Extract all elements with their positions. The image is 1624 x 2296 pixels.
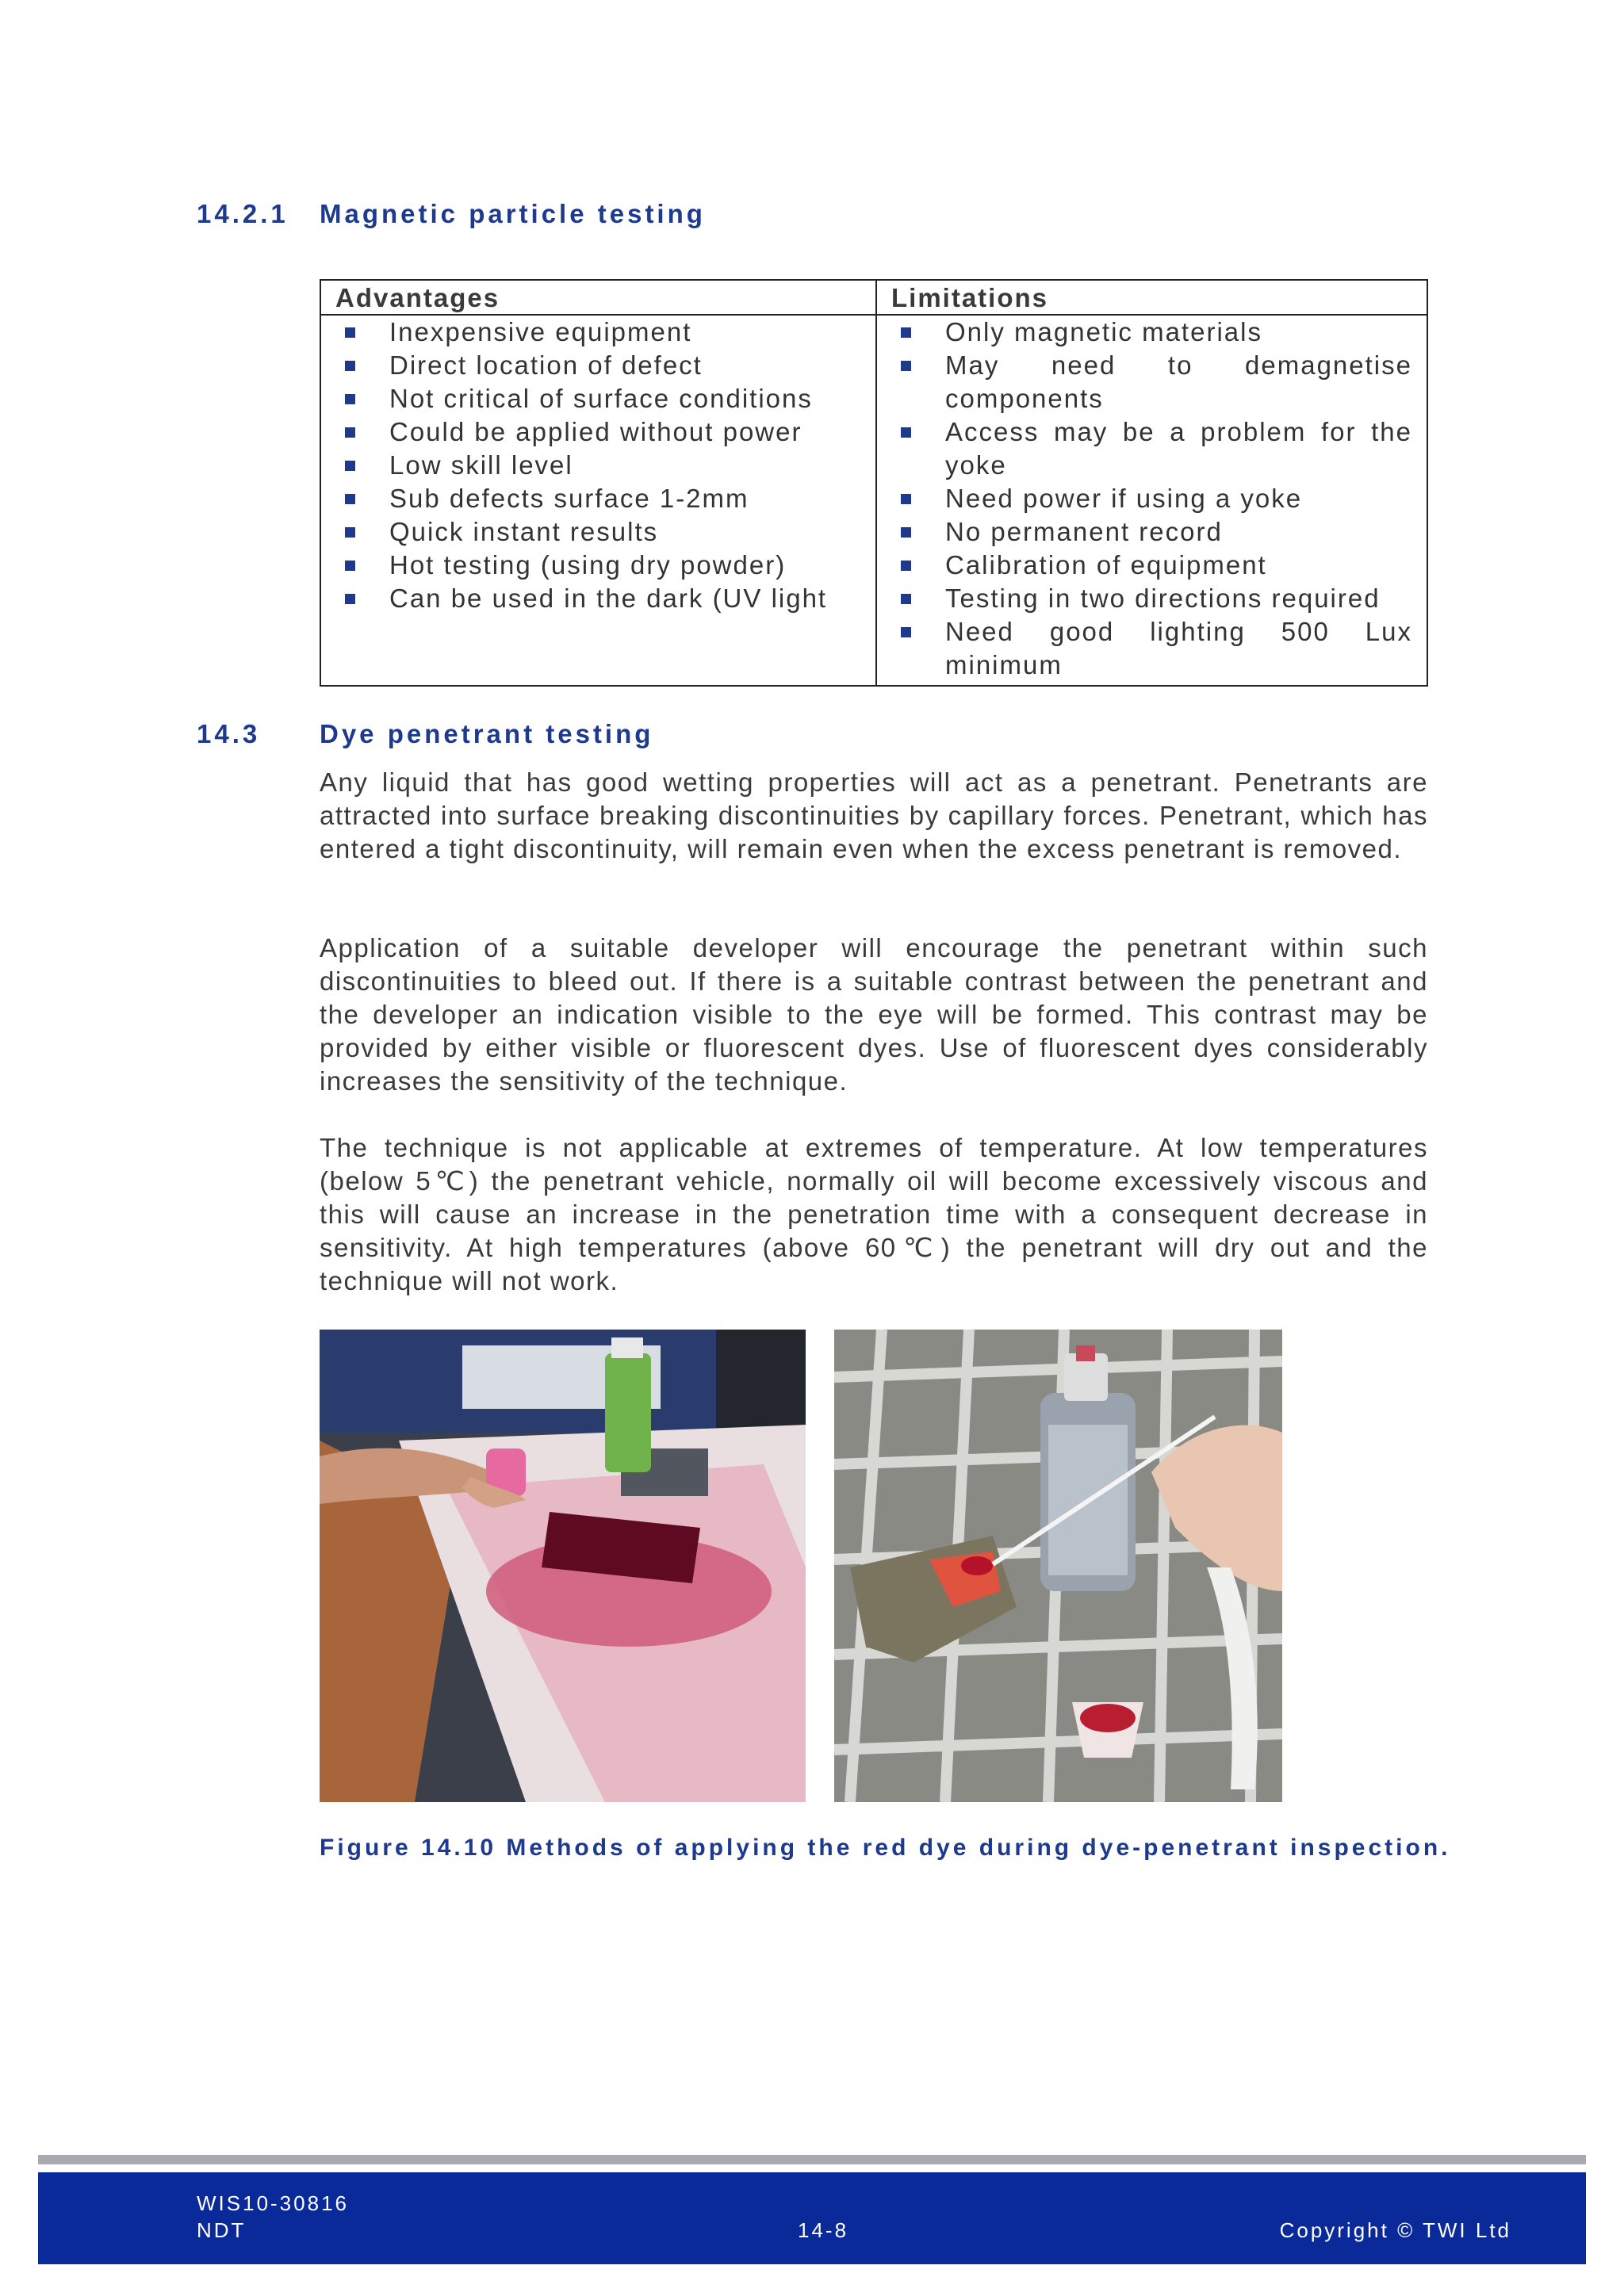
paragraph-2: Application of a suitable developer will encourage the penetrant within such discontinuities to bleed out. If there is a suitable contrast between the penetrant and the developer an indication visible to the eye will be formed. This contrast may be provided by either visible or fluorescent dyes. Use of fluorescent dyes considerably increases the sensitivity of the technique. [320, 933, 1428, 1096]
bullet-square-icon [345, 461, 355, 471]
bullet-square-icon [345, 561, 355, 571]
advantages-item-text: Inexpensive equipment [389, 317, 692, 346]
paragraph-3: The technique is not applicable at extremes of temperature. At low temperatures (below 5℃) the penetrant vehicle, normally oil will become excessively viscous and this will cause an increase in the penetration time with a consequent decrease in sensitivity. At high temperatures (above 60℃) the penetrant will dry out and the technique will not work. [320, 1133, 1428, 1295]
limitations-item-text: Only magnetic materials [945, 317, 1262, 346]
limitations-item-text: Need good lighting 500 Lux minimum [945, 617, 1412, 679]
advantages-item [335, 582, 861, 615]
advantages-item [335, 382, 861, 415]
limitations-item-text: No permanent record [945, 517, 1223, 546]
figure-caption: Figure 14.10 Methods of applying the red dye during dye-penetrant inspection. [320, 1835, 1451, 1861]
photo-swab-application-image [834, 1330, 1282, 1802]
bullet-square-icon [901, 527, 911, 538]
bullet-square-icon [345, 494, 355, 504]
advantages-item [335, 349, 861, 382]
bullet-square-icon [901, 327, 911, 338]
bullet-square-icon [901, 427, 911, 438]
section-title: Magnetic particle testing [320, 199, 706, 228]
bullet-square-icon [345, 427, 355, 438]
limitations-cell [876, 315, 1427, 686]
section-heading-dpt [197, 719, 910, 751]
bullet-square-icon [345, 394, 355, 404]
advantages-item-text: Sub defects surface 1-2mm [389, 484, 749, 513]
advantages-item [335, 515, 861, 549]
section-number: 14.3 [197, 719, 261, 748]
section-heading-mpt [197, 199, 910, 231]
bullet-square-icon [901, 361, 911, 371]
footer-page-number: 14-8 [798, 2218, 849, 2242]
limitations-item [891, 349, 1412, 415]
paragraph-1: Any liquid that has good wetting properties will act as a penetrant. Penetrants are attracted into surface breaking discontinuities by capillary forces. Penetrant, which has entered a tight discontinuity, will remain even when the excess penetrant is removed. [320, 767, 1428, 863]
limitations-item [891, 615, 1412, 682]
bullet-square-icon [345, 527, 355, 538]
advantages-item [335, 449, 861, 482]
advantages-item [335, 316, 861, 349]
bullet-square-icon [345, 594, 355, 604]
bullet-square-icon [901, 594, 911, 604]
page-footer [38, 2172, 1586, 2264]
limitations-item [891, 316, 1412, 349]
limitations-list [891, 316, 1412, 682]
limitations-item-text: Access may be a problem for the yoke [945, 417, 1412, 480]
advantages-list [335, 316, 861, 615]
footer-rule [38, 2155, 1586, 2164]
advantages-header: Advantages [320, 280, 876, 315]
advantages-item-text: Direct location of defect [389, 350, 703, 380]
advantages-item [335, 415, 861, 449]
limitations-item-text: Calibration of equipment [945, 550, 1267, 580]
advantages-item-text: Low skill level [389, 450, 573, 480]
photo-spraying-dye [320, 1330, 806, 1802]
bullet-square-icon [345, 327, 355, 338]
limitations-item [891, 582, 1412, 615]
advantages-item-text: Not critical of surface conditions [389, 384, 813, 413]
bullet-square-icon [901, 494, 911, 504]
limitations-header: Limitations [876, 280, 1427, 315]
advantages-item [335, 482, 861, 515]
section-number: 14.2.1 [197, 199, 289, 228]
advantages-item-text: Can be used in the dark (UV light [389, 584, 828, 613]
limitations-item [891, 515, 1412, 549]
advantages-cell [320, 315, 876, 686]
footer-copyright: Copyright © TWI Ltd [1279, 2218, 1511, 2242]
limitations-item [891, 415, 1412, 482]
photo-swab-application [834, 1330, 1282, 1802]
advantages-limitations-table [320, 279, 1428, 687]
advantages-item-text: Quick instant results [389, 517, 659, 546]
advantages-item [335, 549, 861, 582]
footer-subject: NDT [197, 2218, 247, 2242]
bullet-square-icon [901, 561, 911, 571]
photo-spraying-dye-image [320, 1330, 806, 1802]
advantages-item-text: Could be applied without power [389, 417, 802, 446]
bullet-square-icon [901, 627, 911, 637]
limitations-item [891, 482, 1412, 515]
limitations-item [891, 549, 1412, 582]
section-title: Dye penetrant testing [320, 719, 654, 748]
limitations-item-text: Testing in two directions required [945, 584, 1381, 613]
limitations-item-text: May need to demagnetise components [945, 350, 1412, 413]
limitations-item-text: Need power if using a yoke [945, 484, 1303, 513]
advantages-item-text: Hot testing (using dry powder) [389, 550, 787, 580]
bullet-square-icon [345, 361, 355, 371]
footer-doc-id: WIS10-30816 [197, 2191, 349, 2215]
